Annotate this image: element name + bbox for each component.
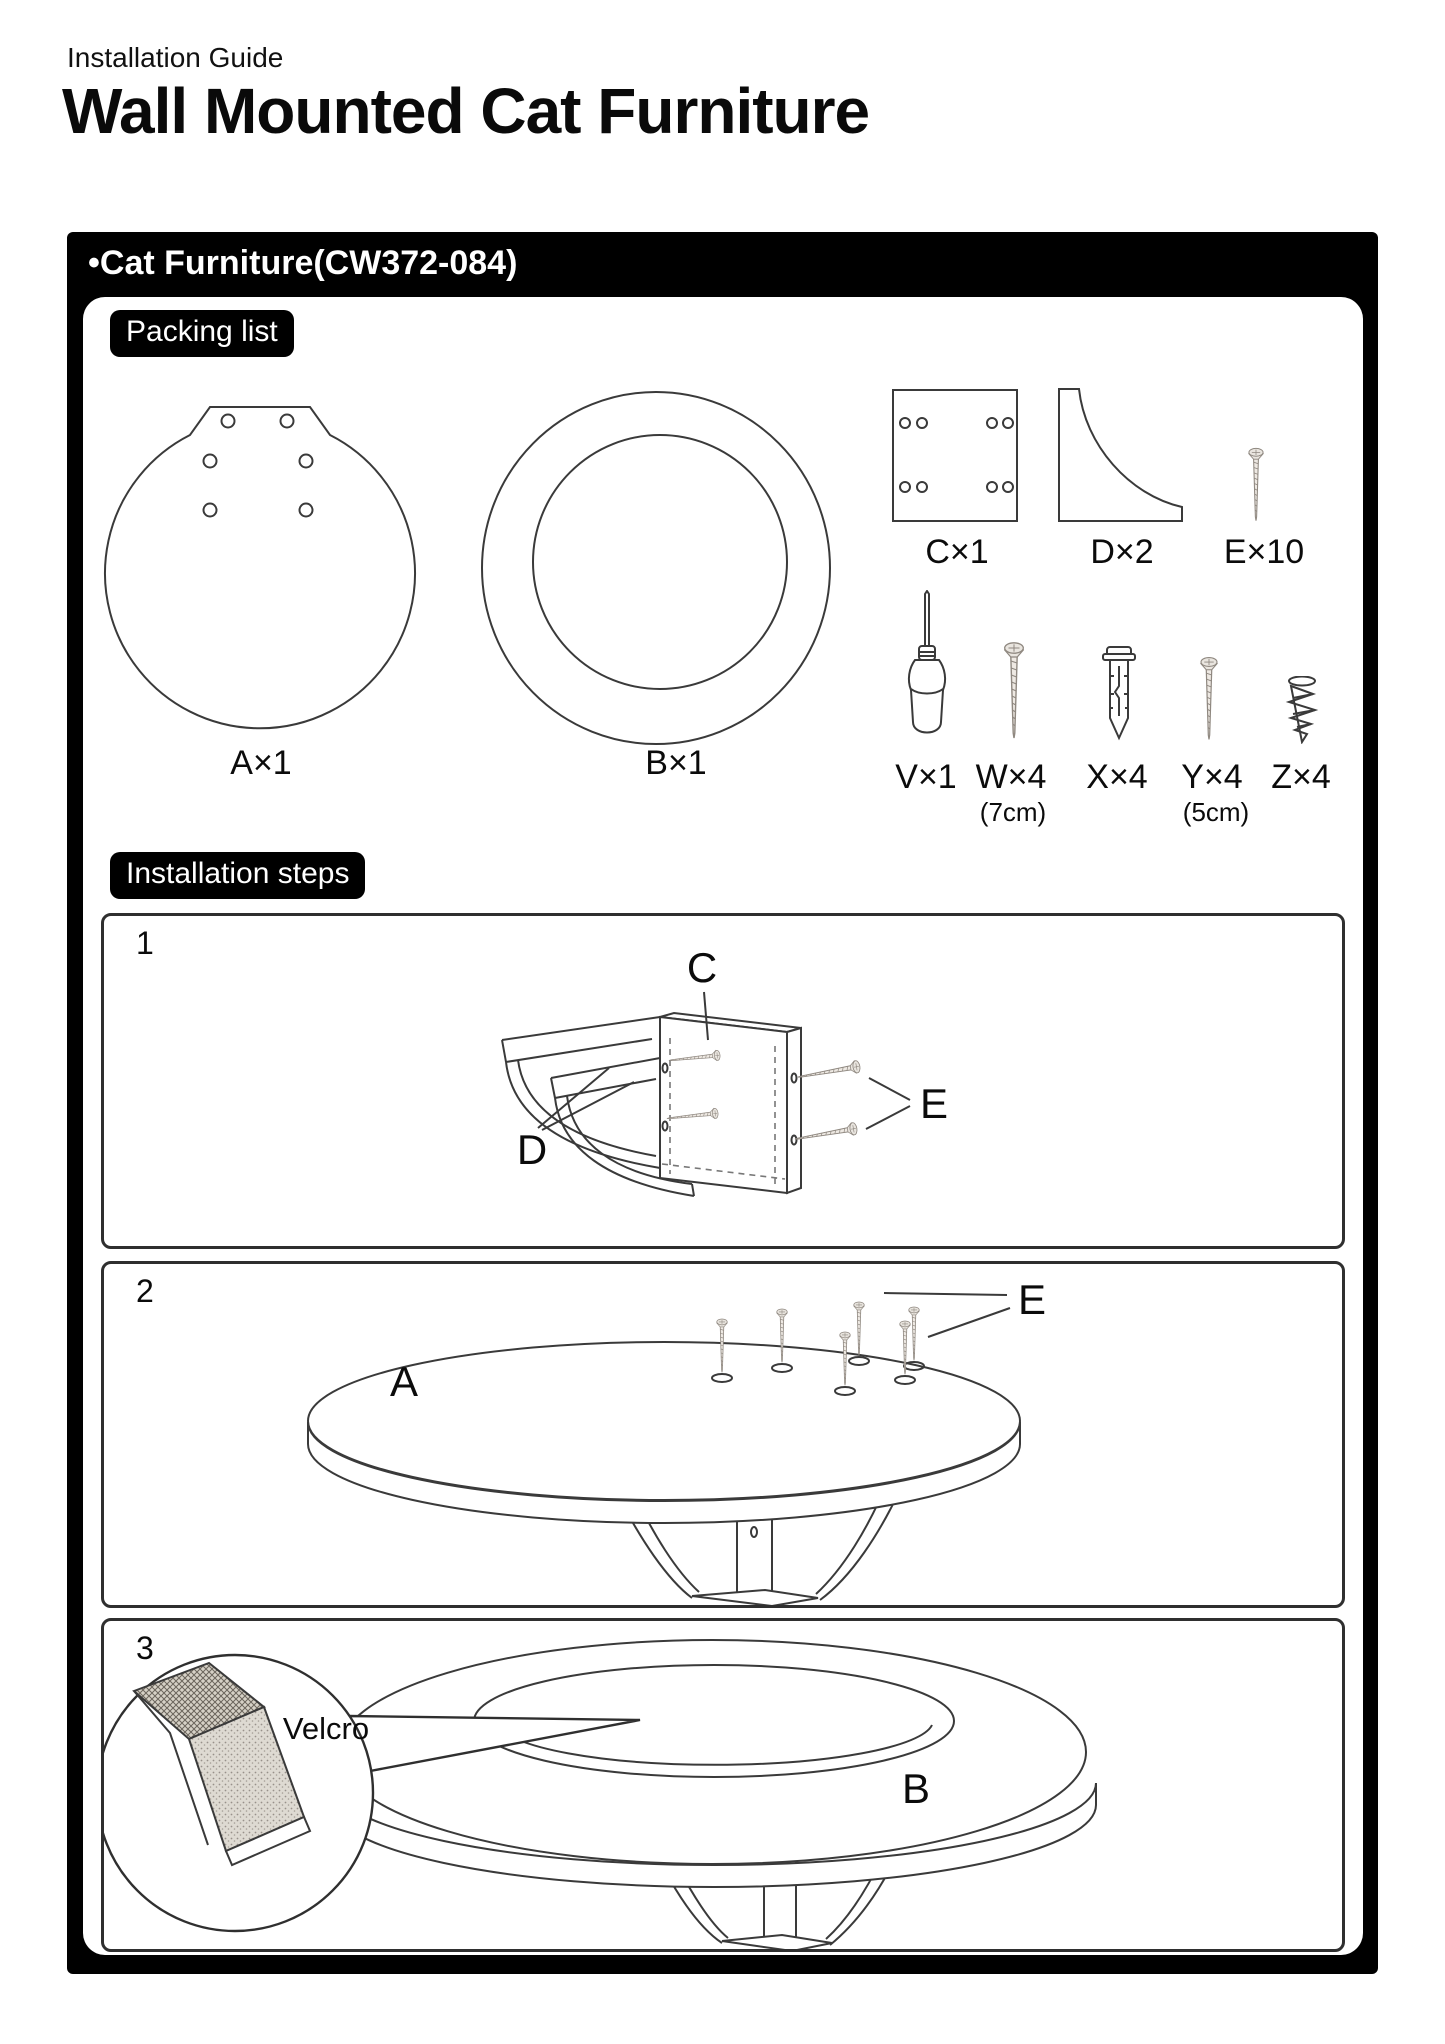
step-1-diagram [104,916,1342,1246]
doc-kicker: Installation Guide [67,42,284,73]
part-e-screw-icon [1247,447,1265,523]
part-v-screwdriver-icon [903,590,949,742]
part-c-diagram [891,388,1021,525]
part-w-label: W×4 [975,758,1047,796]
part-a-diagram [103,393,417,743]
step3-label-b: B [901,1765,931,1812]
part-d-diagram [1057,387,1185,524]
step-1-number: 1 [136,925,154,961]
step-3-diagram [104,1621,1342,1949]
product-header-title: •Cat Furniture(CW372-084) [88,244,518,282]
part-c-label: C×1 [925,533,989,571]
packing-list-label: Packing list [110,310,294,357]
step1-label-e: E [919,1080,949,1127]
step3-label-velcro: Velcro [282,1711,370,1746]
part-y-size-note: (5cm) [1182,797,1250,827]
part-d-label: D×2 [1090,533,1154,571]
part-x-label: X×4 [1086,758,1148,796]
page-title: Wall Mounted Cat Furniture [62,75,870,147]
part-y-label: Y×4 [1181,758,1243,796]
step2-label-e: E [1017,1276,1047,1323]
part-b-label: B×1 [645,744,707,782]
step-2-number: 2 [136,1273,154,1309]
step2-label-a: A [389,1358,419,1405]
part-a-label: A×1 [230,744,292,782]
step-2-diagram [104,1264,1342,1605]
part-z-anchor-icon [1283,676,1321,744]
part-e-label: E×10 [1223,533,1305,571]
step-3-number: 3 [136,1630,154,1666]
installation-steps-label: Installation steps [110,852,365,899]
part-v-label: V×1 [895,758,957,796]
part-z-label: Z×4 [1271,758,1331,796]
part-y-screw-icon [1197,656,1221,742]
part-b-diagram [478,388,834,748]
part-w-screw-icon [1001,638,1027,744]
step1-label-d: D [516,1126,548,1173]
part-w-size-note: (7cm) [979,797,1047,827]
step1-label-c: C [686,944,718,991]
part-x-anchor-icon [1101,646,1137,742]
